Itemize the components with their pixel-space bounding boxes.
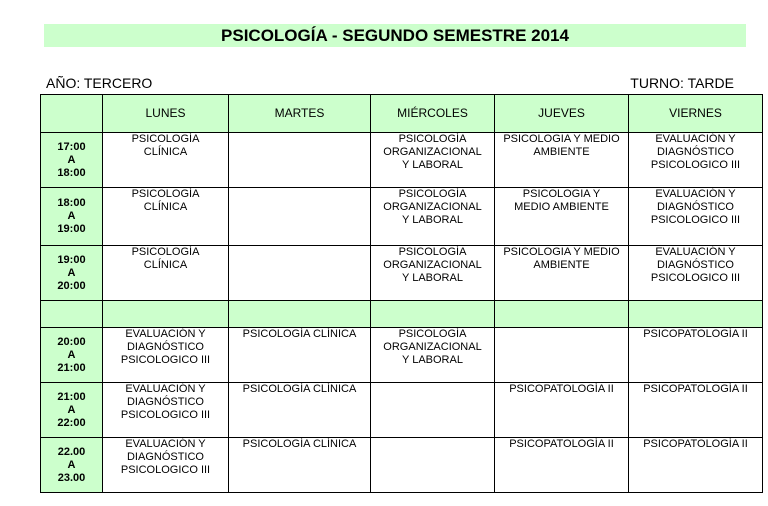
class-name: PSICOPATOLOGÍA II xyxy=(509,438,614,450)
time-slot-line: 21:00 xyxy=(57,390,86,403)
time-slot-line: 22.00 xyxy=(57,445,86,458)
class-cell xyxy=(495,438,629,493)
time-slot-line: 21:00 xyxy=(57,361,86,374)
class-cell xyxy=(629,328,763,383)
page-title: PSICOLOGÍA - SEGUNDO SEMESTRE 2014 xyxy=(44,24,746,47)
class-cell xyxy=(495,133,629,188)
day-header: LUNES xyxy=(103,95,229,133)
shift-label: TURNO: TARDE xyxy=(630,75,734,91)
class-cell xyxy=(495,383,629,438)
time-slot xyxy=(41,438,103,493)
break-cell xyxy=(495,301,629,328)
break-cell xyxy=(41,301,103,328)
class-name: EVALUACIÓN Y DIAGNÓSTICO PSICOLOGICO III xyxy=(120,438,211,476)
class-name: EVALUACIÓN Y DIAGNÓSTICO PSICOLOGICO III xyxy=(120,383,211,421)
class-name: PSICOPATOLOGÍA II xyxy=(643,438,748,450)
year-label: AÑO: TERCERO xyxy=(46,75,153,91)
class-name: PSICOLOGÍA CLÍNICA xyxy=(242,383,357,395)
class-name: EVALUACIÓN Y DIAGNÓSTICO PSICOLOGICO III xyxy=(650,188,741,226)
table-row xyxy=(41,133,763,188)
day-header: MARTES xyxy=(229,95,371,133)
class-cell xyxy=(371,246,495,301)
class-name: PSICOPATOLOGÍA II xyxy=(643,383,748,395)
header-row xyxy=(41,95,763,133)
class-name: EVALUACIÓN Y DIAGNÓSTICO PSICOLOGICO III xyxy=(120,328,211,366)
time-slot-line: 18:00 xyxy=(57,197,86,209)
class-name: PSICOLOGÍA CLÍNICA xyxy=(242,328,357,340)
day-header: VIERNES xyxy=(629,95,763,133)
class-name: PSICOPATOLOGÍA II xyxy=(643,328,748,340)
class-cell xyxy=(103,188,229,246)
class-cell xyxy=(371,328,495,383)
class-cell xyxy=(371,438,495,493)
class-name: PSICOLOGÍA ORGANIZACIONAL Y LABORAL xyxy=(383,188,482,226)
class-cell xyxy=(495,188,629,246)
class-name: PSICOLOGÍA CLÍNICA xyxy=(131,188,200,213)
table-row xyxy=(41,328,763,383)
time-slot-line: 19:00 xyxy=(57,253,86,266)
class-cell xyxy=(103,328,229,383)
time-slot-line: 23.00 xyxy=(57,471,86,484)
time-slot-line: A xyxy=(67,210,76,222)
time-slot-line: 18:00 xyxy=(57,166,86,179)
class-name: PSICOLOGÍA CLÍNICA xyxy=(242,438,357,450)
time-slot-line: 17:00 xyxy=(57,140,86,153)
class-cell xyxy=(229,188,371,246)
class-cell xyxy=(495,328,629,383)
table-row xyxy=(41,246,763,301)
class-cell xyxy=(629,133,763,188)
table-row xyxy=(41,438,763,493)
class-name: EVALUACIÓN Y DIAGNÓSTICO PSICOLOGICO III xyxy=(650,246,741,284)
class-cell xyxy=(229,328,371,383)
time-slot-line: A xyxy=(67,153,76,166)
break-cell xyxy=(629,301,763,328)
class-cell xyxy=(629,188,763,246)
class-cell xyxy=(629,438,763,493)
class-cell xyxy=(495,246,629,301)
time-slot xyxy=(41,133,103,188)
class-name: PSICOLOGIA Y MEDIO AMBIENTE xyxy=(503,133,620,158)
time-slot-line: A xyxy=(67,348,76,361)
class-cell xyxy=(371,133,495,188)
time-slot-line: 19:00 xyxy=(57,223,86,235)
class-cell xyxy=(229,133,371,188)
table-row xyxy=(41,383,763,438)
break-cell xyxy=(371,301,495,328)
class-cell xyxy=(629,383,763,438)
class-name: PSICOLOGÍA CLÍNICA xyxy=(131,133,200,158)
time-slot xyxy=(41,328,103,383)
class-cell xyxy=(103,133,229,188)
class-cell xyxy=(103,383,229,438)
class-name: PSICOLOGÍA ORGANIZACIONAL Y LABORAL xyxy=(383,246,482,284)
day-header: JUEVES xyxy=(495,95,629,133)
day-header: MIÉRCOLES xyxy=(371,95,495,133)
time-slot xyxy=(41,246,103,301)
time-slot xyxy=(41,383,103,438)
time-slot-line: 20:00 xyxy=(57,335,86,348)
class-name: PSICOLOGÍA CLÍNICA xyxy=(131,246,200,271)
class-cell xyxy=(371,188,495,246)
break-cell xyxy=(103,301,229,328)
class-name: PSICOLOGIA Y MEDIO AMBIENTE xyxy=(514,188,609,213)
class-cell xyxy=(229,438,371,493)
time-slot-line: 20:00 xyxy=(57,279,86,292)
class-name: PSICOLOGIA Y MEDIO AMBIENTE xyxy=(503,246,620,271)
class-name: PSICOLOGÍA ORGANIZACIONAL Y LABORAL xyxy=(383,133,482,171)
class-name: PSICOPATOLOGÍA II xyxy=(509,383,614,395)
break-cell xyxy=(229,301,371,328)
class-cell xyxy=(229,383,371,438)
class-cell xyxy=(371,383,495,438)
break-row xyxy=(41,301,763,328)
class-cell xyxy=(103,438,229,493)
class-name: PSICOLOGÍA ORGANIZACIONAL Y LABORAL xyxy=(383,328,482,366)
class-name: EVALUACIÓN Y DIAGNÓSTICO PSICOLOGICO III xyxy=(650,133,741,171)
class-cell xyxy=(103,246,229,301)
class-cell xyxy=(629,246,763,301)
time-slot-line: A xyxy=(67,403,76,416)
time-slot-line: 22:00 xyxy=(57,416,86,429)
table-row xyxy=(41,188,763,246)
corner-cell xyxy=(41,95,103,133)
time-slot-line: A xyxy=(67,266,76,279)
schedule-table xyxy=(40,94,763,493)
class-cell xyxy=(229,246,371,301)
time-slot-line: A xyxy=(67,458,76,471)
time-slot xyxy=(41,188,103,246)
